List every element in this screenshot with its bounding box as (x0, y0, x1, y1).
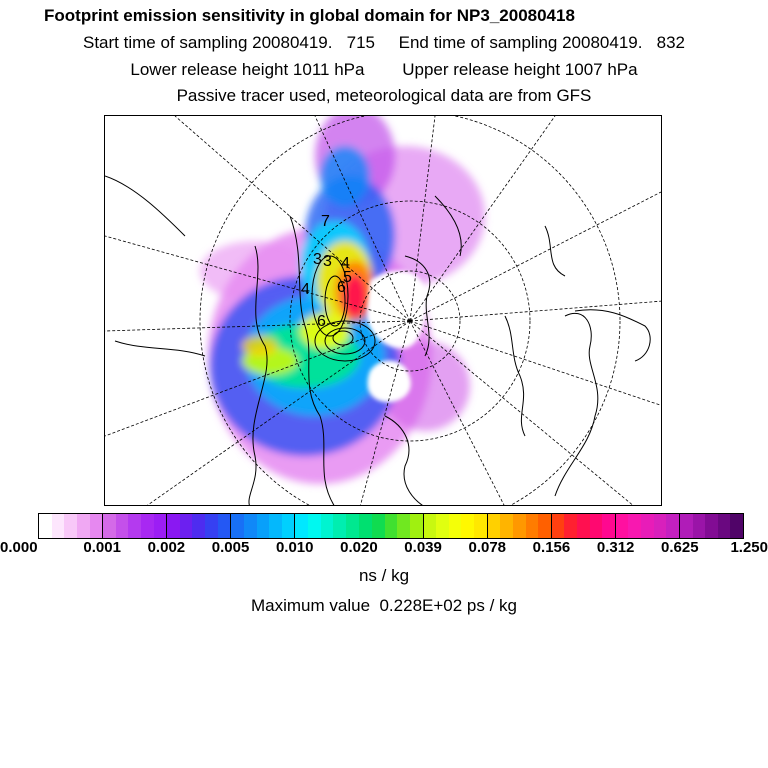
colorbar-swatch (218, 514, 231, 538)
colorbar-tick-label: 0.010 (275, 539, 314, 556)
colorbar-segment (680, 514, 743, 538)
colorbar-swatch (154, 514, 167, 538)
colorbar-swatch (359, 514, 372, 538)
colorbar-swatch (641, 514, 654, 538)
colorbar-tick-label: 0.625 (661, 539, 699, 556)
polar-map (105, 116, 662, 506)
colorbar-segment (167, 514, 231, 538)
colorbar-swatch (628, 514, 641, 538)
colorbar-swatch (231, 514, 244, 538)
colorbar-swatch (180, 514, 193, 538)
colorbar-swatch (308, 514, 321, 538)
colorbar-swatch (693, 514, 706, 538)
colorbar-swatch (680, 514, 693, 538)
colorbar-swatch (77, 514, 90, 538)
colorbar-swatch (116, 514, 129, 538)
colorbar-tick-label: 0.312 (596, 539, 635, 556)
colorbar-swatch (257, 514, 270, 538)
colorbar-swatch (205, 514, 218, 538)
colorbar-swatch (410, 514, 423, 538)
colorbar-swatch (192, 514, 205, 538)
colorbar-segment (552, 514, 616, 538)
colorbar-swatch (128, 514, 141, 538)
colorbar-swatch (538, 514, 551, 538)
contour-label: 3 (313, 251, 322, 268)
colorbar-units: ns / kg (358, 566, 410, 585)
colorbar-tick-label: 0.039 (404, 539, 442, 556)
colorbar-swatch (436, 514, 449, 538)
colorbar-swatch (141, 514, 154, 538)
colorbar-segment (39, 514, 103, 538)
colorbar-segment (231, 514, 295, 538)
colorbar-segment (103, 514, 167, 538)
colorbar-swatch (616, 514, 629, 538)
colorbar-tick-label: 0.002 (147, 539, 186, 556)
colorbar-swatch (321, 514, 334, 538)
contour-label: 6 (317, 313, 326, 330)
colorbar-swatch (654, 514, 667, 538)
colorbar-tick-label: 0.001 (83, 539, 121, 556)
colorbar-swatch (590, 514, 603, 538)
colorbar-swatch (552, 514, 565, 538)
colorbar-segment (616, 514, 680, 538)
colorbar-swatch (666, 514, 679, 538)
colorbar-swatch (39, 514, 52, 538)
colorbar-segment (488, 514, 552, 538)
tracer-info-line: Passive tracer used, meteorological data are from GFS (176, 86, 592, 105)
colorbar-swatch (705, 514, 718, 538)
colorbar-segment (424, 514, 488, 538)
colorbar-swatch (449, 514, 462, 538)
sensitivity-field (200, 116, 485, 484)
colorbar-tick-label: 0.005 (211, 539, 250, 556)
colorbar-swatch (488, 514, 501, 538)
colorbar-swatch (103, 514, 116, 538)
figure-title: Footprint emission sensitivity in global domain for NP3_20080418 (44, 6, 575, 25)
map-panel (104, 115, 662, 506)
colorbar-segment (295, 514, 359, 538)
colorbar-swatch (64, 514, 77, 538)
contour-label: 6 (337, 279, 346, 296)
colorbar-swatch (372, 514, 385, 538)
colorbar-swatch (500, 514, 513, 538)
colorbar-tick-label: 1.250 (730, 539, 768, 556)
colorbar-swatch (333, 514, 346, 538)
colorbar-tick-label: 0.020 (340, 539, 378, 556)
colorbar-swatch (52, 514, 65, 538)
contour-label: 5 (343, 269, 352, 286)
colorbar (38, 513, 744, 539)
colorbar-swatch (718, 514, 731, 538)
colorbar-tick-label: 0.000 (0, 539, 38, 556)
colorbar-swatch (90, 514, 103, 538)
contour-label: 3 (323, 253, 332, 270)
colorbar-swatch (269, 514, 282, 538)
contour-label: 4 (341, 255, 350, 272)
sampling-time-line: Start time of sampling 20080419. 715 End time of sampling 20080419. 832 (83, 33, 685, 52)
colorbar-swatch (461, 514, 474, 538)
contour-label: 4 (301, 281, 310, 298)
release-height-line: Lower release height 1011 hPa Upper release height 1007 hPa (130, 60, 638, 79)
colorbar-swatch (513, 514, 526, 538)
colorbar-tick-label: 0.078 (468, 539, 507, 556)
colorbar-swatch (167, 514, 180, 538)
colorbar-swatch (244, 514, 257, 538)
colorbar-swatch (730, 514, 743, 538)
colorbar-swatch (526, 514, 539, 538)
contour-label: 7 (321, 213, 330, 230)
colorbar-swatch (385, 514, 398, 538)
colorbar-swatch (474, 514, 487, 538)
colorbar-swatch (424, 514, 437, 538)
colorbar-segment (359, 514, 423, 538)
colorbar-swatch (602, 514, 615, 538)
maximum-value-label: Maximum value 0.228E+02 ps / kg (251, 596, 517, 615)
colorbar-swatch (397, 514, 410, 538)
colorbar-tick-label: 0.156 (532, 539, 571, 556)
colorbar-swatch (346, 514, 359, 538)
colorbar-swatch (564, 514, 577, 538)
colorbar-swatch (282, 514, 295, 538)
colorbar-swatch (577, 514, 590, 538)
colorbar-swatch (295, 514, 308, 538)
